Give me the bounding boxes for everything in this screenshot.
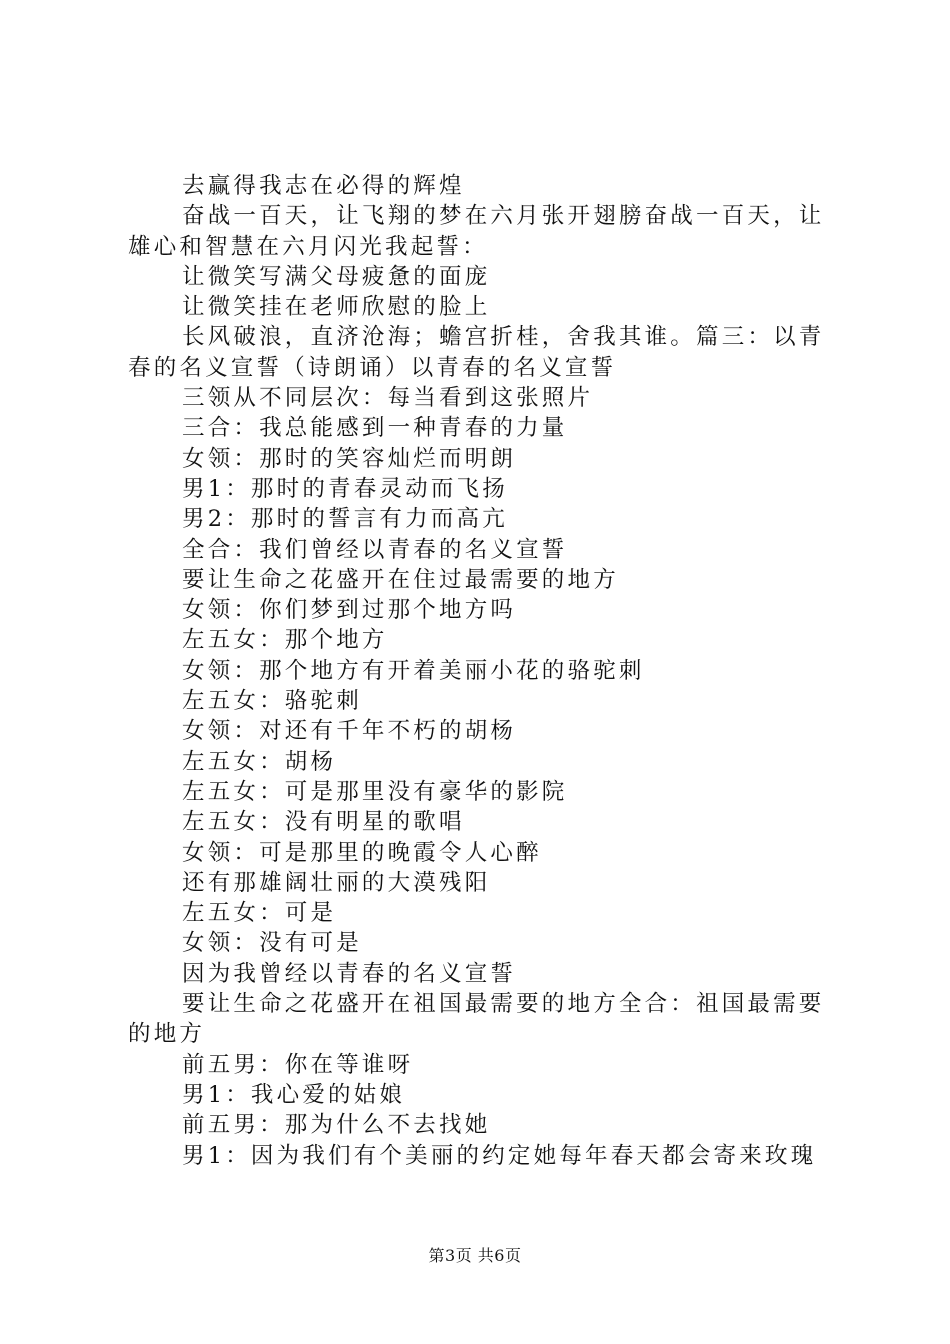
- paragraph: 左五女：胡杨: [182, 748, 337, 775]
- paragraph: 男1：那时的青春灵动而飞扬: [182, 475, 508, 502]
- paragraph: 要让生命之花盛开在祖国最需要的地方全合：祖国最需要的地方: [128, 991, 825, 1048]
- paragraph: 要让生命之花盛开在住过最需要的地方: [182, 566, 619, 593]
- page-footer: 第3页 共6页: [428, 1246, 522, 1265]
- paragraph: 左五女：可是: [182, 900, 337, 927]
- paragraph: 男1：我心爱的姑娘: [182, 1081, 406, 1108]
- paragraph: 左五女：没有明星的歌唱: [182, 809, 465, 836]
- paragraph: 因为我曾经以青春的名义宣誓: [182, 960, 517, 987]
- paragraph: 前五男：那为什么不去找她: [182, 1112, 491, 1139]
- paragraph: 左五女：骆驼刺: [182, 688, 362, 715]
- paragraph: 女领：那个地方有开着美丽小花的骆驼刺: [182, 657, 645, 684]
- paragraph: 去赢得我志在必得的辉煌: [182, 173, 465, 199]
- paragraph: 女领：没有可是: [182, 930, 362, 957]
- paragraph: 奋战一百天，让飞翔的梦在六月张开翅膀奋战一百天，让雄心和智慧在六月闪光我起誓：: [128, 203, 825, 260]
- document-body: [128, 171, 838, 1171]
- paragraph: 左五女：那个地方: [182, 627, 388, 654]
- paragraph: 女领：你们梦到过那个地方吗: [182, 597, 517, 624]
- paragraph: 让微笑写满父母疲惫的面庞: [182, 263, 491, 290]
- paragraph: 女领：那时的笑容灿烂而明朗: [182, 445, 517, 472]
- paragraph: 三领从不同层次：每当看到这张照片: [182, 385, 594, 412]
- paragraph: 让微笑挂在老师欣慰的脸上: [182, 294, 491, 321]
- paragraph: 男2：那时的誓言有力而高亢: [182, 506, 508, 533]
- paragraph: 女领：对还有千年不朽的胡杨: [182, 718, 517, 745]
- paragraph: 长风破浪，直济沧海；蟾宫折桂，舍我其谁。篇三：以青春的名义宣誓（诗朗诵）以青春的名义宣誓: [128, 324, 825, 381]
- paragraph: 三合：我总能感到一种青春的力量: [182, 415, 568, 442]
- paragraph: 全合：我们曾经以青春的名义宣誓: [182, 536, 568, 563]
- paragraph: 女领：可是那里的晚霞令人心醉: [182, 839, 542, 866]
- paragraph: 男1：因为我们有个美丽的约定她每年春天都会寄来玫瑰: [182, 1142, 817, 1169]
- paragraph: 还有那雄阔壮丽的大漠残阳: [182, 869, 491, 896]
- paragraph: 前五男：你在等谁呀: [182, 1051, 414, 1078]
- paragraph: 左五女：可是那里没有豪华的影院: [182, 778, 568, 805]
